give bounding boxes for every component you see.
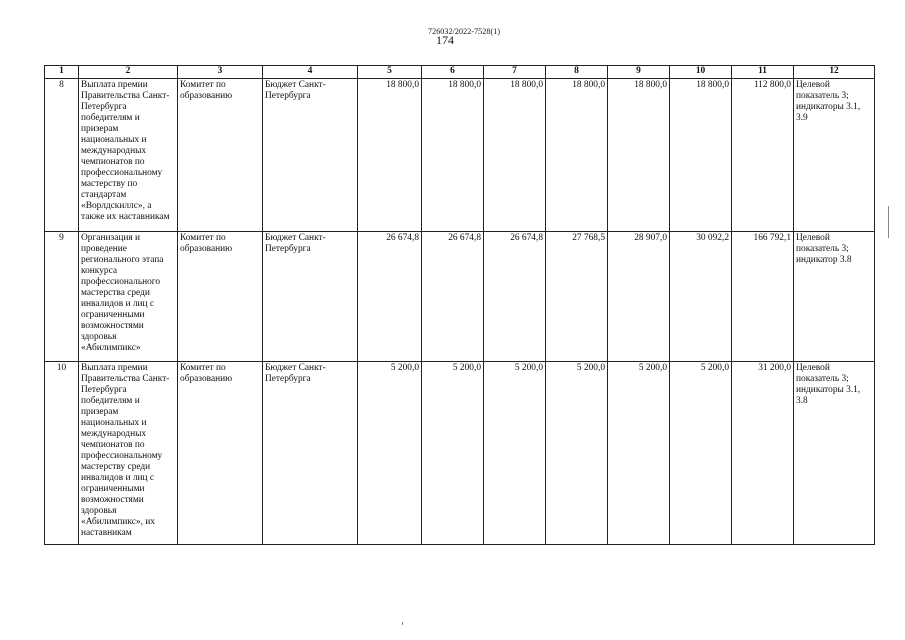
target-indicator: Целевой показатель 3; индикатор 3.8	[794, 232, 875, 362]
funding-source: Бюджет Санкт-Петербурга	[263, 362, 358, 545]
column-number: 4	[263, 66, 358, 79]
funding-value: 5 200,0	[670, 362, 732, 545]
column-number: 10	[670, 66, 732, 79]
funding-value: 26 674,8	[358, 232, 422, 362]
funding-total: 166 792,1	[732, 232, 794, 362]
column-number: 1	[45, 66, 79, 79]
column-number: 12	[794, 66, 875, 79]
column-number: 5	[358, 66, 422, 79]
funding-source: Бюджет Санкт-Петербурга	[263, 79, 358, 232]
activity-name: Выплата премии Правительства Санкт-Петербурга победителям и призерам национальных и международных чемпионатов по профессиональному мастерству среди инвалидов и лиц с ограниченными возможностями здоровья «Абилимпикс», их наставникам	[79, 362, 178, 545]
column-number: 7	[484, 66, 546, 79]
table-row	[45, 232, 875, 362]
funding-value: 5 200,0	[484, 362, 546, 545]
target-indicator: Целевой показатель 3; индикаторы 3.1, 3.9	[794, 79, 875, 232]
column-number: 6	[422, 66, 484, 79]
table-row	[45, 79, 875, 232]
table-row	[45, 362, 875, 545]
row-index: 8	[45, 79, 79, 232]
funding-value: 26 674,8	[484, 232, 546, 362]
executor: Комитет по образованию	[178, 232, 263, 362]
funding-value: 30 092,2	[670, 232, 732, 362]
executor: Комитет по образованию	[178, 362, 263, 545]
row-index: 10	[45, 362, 79, 545]
scan-margin-mark	[402, 622, 403, 625]
funding-value: 18 800,0	[608, 79, 670, 232]
column-number: 8	[546, 66, 608, 79]
activity-name: Выплата премии Правительства Санкт-Петербурга победителям и призерам национальных и международных чемпионатов по профессиональному мастерству по стандартам «Ворлдскиллс», а также их наставникам	[79, 79, 178, 232]
funding-value: 18 800,0	[422, 79, 484, 232]
column-number-row	[45, 66, 875, 79]
funding-value: 5 200,0	[422, 362, 484, 545]
funding-value: 27 768,5	[546, 232, 608, 362]
funding-total: 31 200,0	[732, 362, 794, 545]
row-index: 9	[45, 232, 79, 362]
funding-value: 5 200,0	[358, 362, 422, 545]
funding-value: 26 674,8	[422, 232, 484, 362]
program-activities-table	[44, 65, 875, 545]
funding-value: 28 907,0	[608, 232, 670, 362]
funding-value: 18 800,0	[358, 79, 422, 232]
activity-name: Организация и проведение регионального этапа конкурса профессионального мастерства среди инвалидов и лиц с ограниченными возможностями здоровья «Абилимпикс»	[79, 232, 178, 362]
column-number: 9	[608, 66, 670, 79]
funding-value: 18 800,0	[484, 79, 546, 232]
document-registration-code: 726032/2022-7528(1)	[428, 27, 501, 36]
funding-value: 18 800,0	[670, 79, 732, 232]
executor: Комитет по образованию	[178, 79, 263, 232]
column-number: 3	[178, 66, 263, 79]
funding-value: 5 200,0	[608, 362, 670, 545]
funding-source: Бюджет Санкт-Петербурга	[263, 232, 358, 362]
scan-margin-mark	[888, 206, 889, 238]
target-indicator: Целевой показатель 3; индикаторы 3.1, 3.8	[794, 362, 875, 545]
funding-total: 112 800,0	[732, 79, 794, 232]
column-number: 11	[732, 66, 794, 79]
column-number: 2	[79, 66, 178, 79]
funding-value: 5 200,0	[546, 362, 608, 545]
funding-value: 18 800,0	[546, 79, 608, 232]
page-number: 174	[436, 33, 454, 47]
